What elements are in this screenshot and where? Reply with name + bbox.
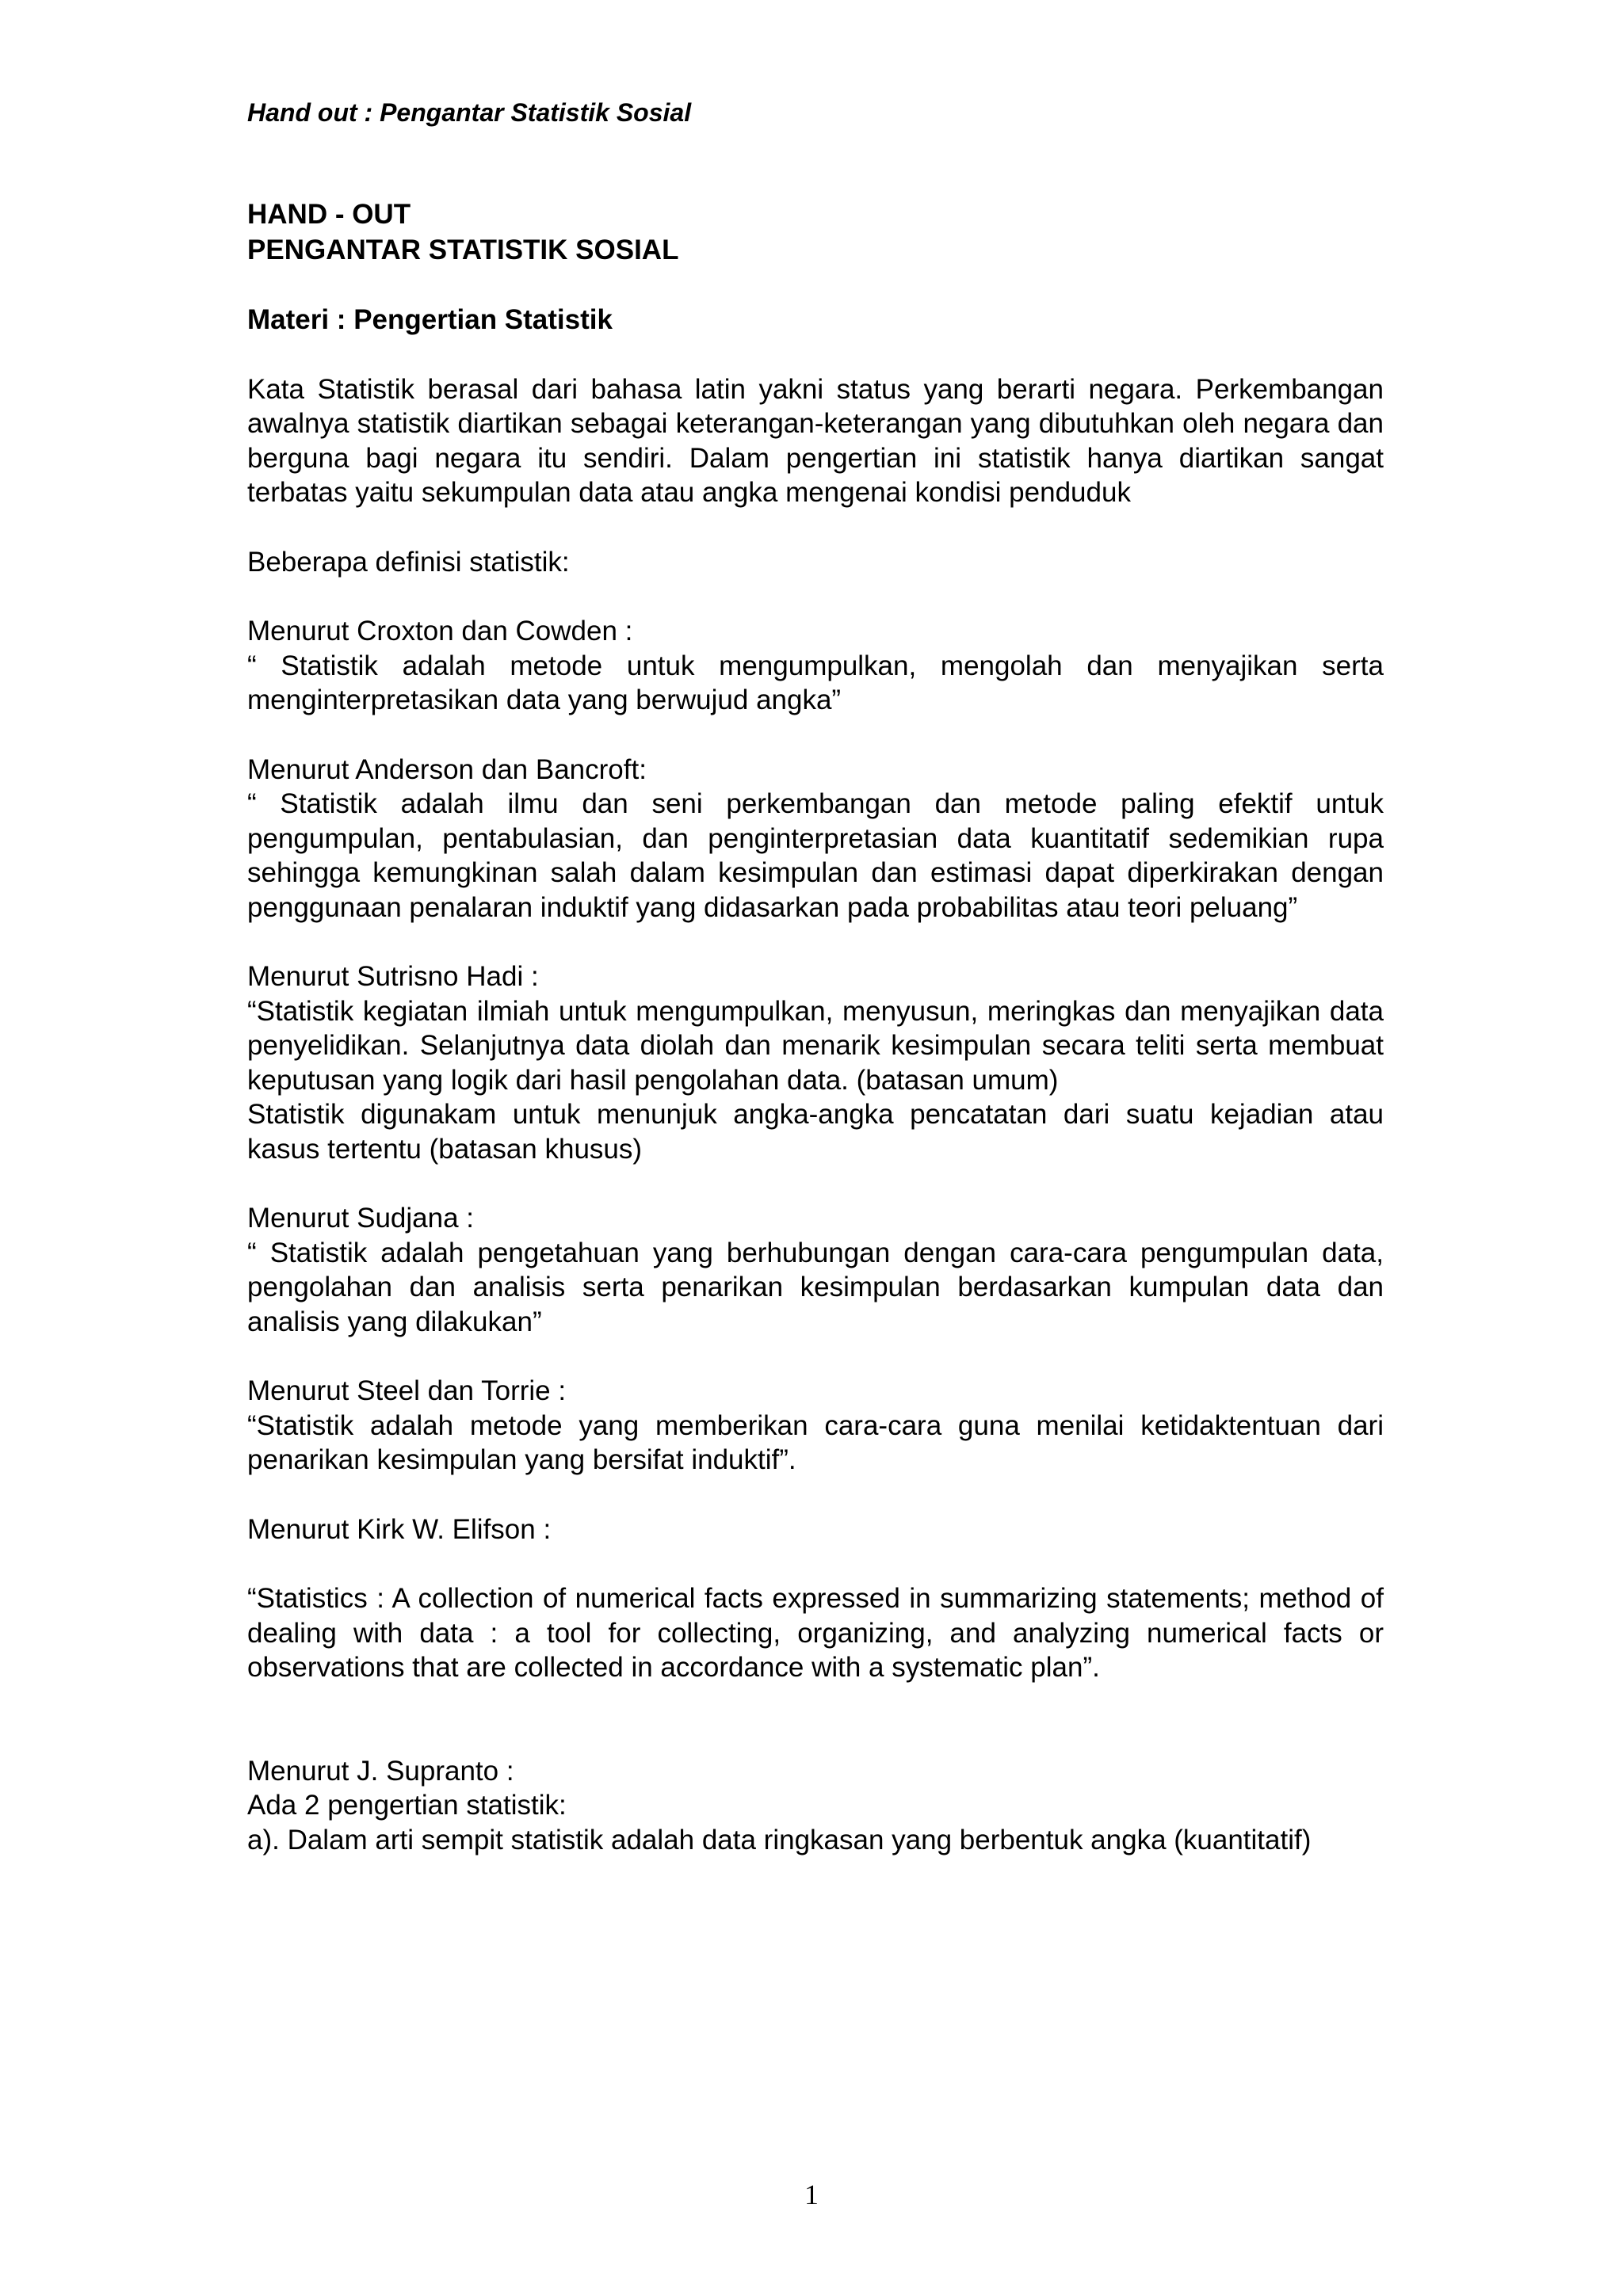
- document-title: [247, 196, 1384, 268]
- definition-text: “ Statistik adalah ilmu dan seni perkembangan dan metode paling efektif untuk pengumpulan, pentabulasian, dan penginterpretasian data kuantitatif sedemikian rupa sehingga kemungkinan salah dalam kesimpulan dan estimasi dapat diperkirakan dengan penggunaan penalaran induktif yang didasarkan pada probabilitas atau teori peluang”: [247, 788, 1384, 923]
- definition-text: “Statistics : A collection of numerical facts expressed in summarizing statements; method of dealing with data : a tool for collecting, organizing, and analyzing numerical facts or observations that are collected in accordance with a systematic plan”.: [247, 1583, 1384, 1683]
- title-line-2: PENGANTAR STATISTIK SOSIAL: [247, 235, 679, 265]
- definition-text: “Statistik adalah metode yang memberikan cara-cara guna menilai ketidaktentuan dari penarikan kesimpulan yang bersifat induktif”.: [247, 1409, 1384, 1475]
- intro-paragraph: Kata Statistik berasal dari bahasa latin yakni status yang berarti negara. Perkembangan awalnya statistik diartikan sebagai keterangan-keterangan yang dibutuhkan oleh negara dan berguna bagi negara itu sendiri. Dalam pengertian ini statistik hanya diartikan sangat terbatas yaitu sekumpulan data atau angka mengenai kondisi penduduk: [247, 373, 1384, 508]
- definition-text-khusus: Statistik digunakam untuk menunjuk angka-angka pencatatan dari suatu kejadian atau kasus tertentu (batasan khusus): [247, 1099, 1384, 1165]
- definition-supranto: [247, 1754, 1384, 1858]
- definition-heading: Menurut Croxton dan Cowden :: [247, 616, 633, 646]
- definition-kirk: [247, 1512, 1384, 1685]
- page-number: 1: [804, 2179, 819, 2210]
- title-line-1: HAND - OUT: [247, 199, 411, 230]
- definition-heading: Menurut Kirk W. Elifson :: [247, 1513, 552, 1545]
- definition-text: “ Statistik adalah metode untuk mengumpulkan, mengolah dan menyajikan serta menginterpretasikan data yang berwujud angka”: [247, 650, 1384, 715]
- definitions-lead: Beberapa definisi statistik:: [247, 546, 570, 578]
- definition-text: “ Statistik adalah pengetahuan yang berhubungan dengan cara-cara pengumpulan data, pengolahan dan analisis serta penarikan kesimpulan berdasarkan kumpulan data dan analisis yang dilakukan”: [247, 1237, 1384, 1337]
- definition-steel: [247, 1374, 1384, 1478]
- definition-subheading: Ada 2 pengertian statistik:: [247, 1790, 567, 1821]
- definition-croxton: [247, 614, 1384, 718]
- definition-sutrisno: [247, 959, 1384, 1166]
- definition-item-a: a). Dalam arti sempit statistik adalah data ringkasan yang berbentuk angka (kuantitatif): [247, 1824, 1312, 1855]
- definition-heading: Menurut Sudjana :: [247, 1203, 475, 1234]
- definition-heading: Menurut J. Supranto :: [247, 1755, 514, 1787]
- definition-heading: Menurut Steel dan Torrie :: [247, 1375, 567, 1406]
- definition-text: “Statistik kegiatan ilmiah untuk mengumpulkan, menyusun, meringkas dan menyajikan data penyelidikan. Selanjutnya data diolah dan menarik kesimpulan secara teliti serta membuat keputusan yang logik dari hasil pengolahan data. (batasan umum): [247, 995, 1384, 1096]
- definition-sudjana: [247, 1201, 1384, 1339]
- document-body: [247, 196, 1384, 1857]
- materi-heading: Materi : Pengertian Statistik: [247, 304, 613, 335]
- definition-heading: Menurut Anderson dan Bancroft:: [247, 753, 647, 785]
- definition-anderson: [247, 753, 1384, 925]
- running-header: Hand out : Pengantar Statistik Sosial: [247, 98, 692, 127]
- definition-heading: Menurut Sutrisno Hadi :: [247, 961, 539, 992]
